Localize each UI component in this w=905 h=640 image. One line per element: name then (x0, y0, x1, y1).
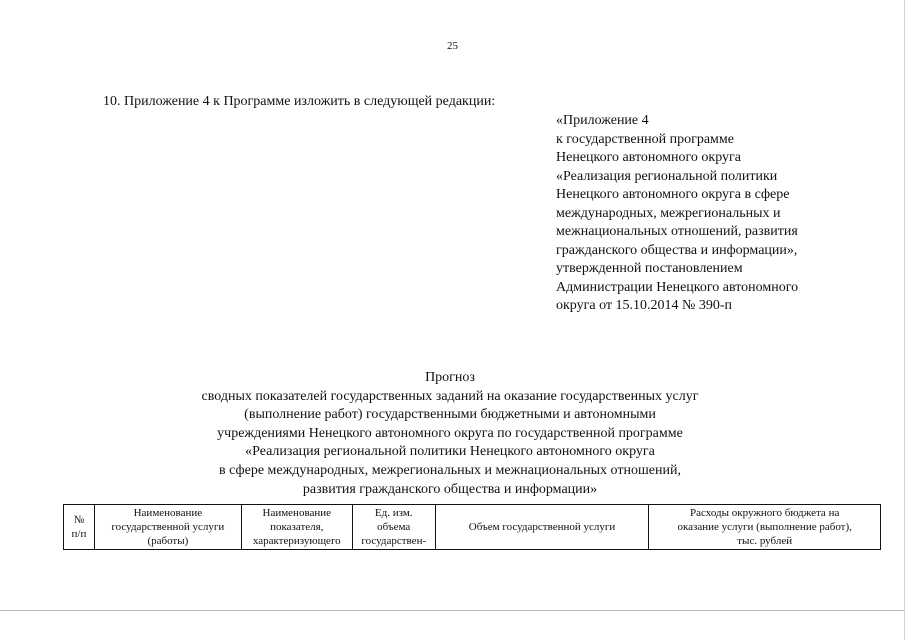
item-10-paragraph: 10. Приложение 4 к Программе изложить в следующей редакции: (103, 94, 496, 109)
approval-line: Ненецкого автономного округа в сфере (556, 187, 790, 202)
header-unit: Ед. изм. объема государствен- (352, 505, 435, 550)
appendix-approval-block (556, 112, 798, 316)
approval-line: утвержденной постановлением (556, 261, 743, 276)
forecast-title (120, 369, 780, 499)
approval-line: округа от 15.10.2014 № 390-п (556, 298, 733, 313)
forecast-table (63, 504, 881, 550)
approval-line: гражданского общества и информации», (556, 242, 798, 258)
header-number: № п/п (64, 505, 95, 550)
approval-line: «Приложение 4 (556, 113, 649, 128)
approval-line: «Реализация региональной политики (556, 168, 778, 184)
approval-line: Ненецкого автономного округа (556, 150, 741, 165)
header-service-name: Наименование государственной услуги (работы) (94, 505, 241, 550)
scan-edge-line (0, 610, 905, 611)
header-budget-expenses: Расходы окружного бюджета на оказание услуги (выполнение работ), тыс. рублей (649, 505, 881, 550)
header-service-volume: Объем государственной услуги (435, 505, 649, 550)
header-indicator-name: Наименование показателя, характеризующего (241, 505, 352, 550)
title-line: учреждениями Ненецкого автономного округа по государственной программе (217, 425, 683, 441)
title-line: «Реализация региональной политики Ненецкого автономного округа (245, 444, 655, 460)
title-line: в сфере международных, межрегиональных и межнациональных отношений, (219, 462, 681, 478)
title-line: (выполнение работ) государственными бюджетными и автономными (244, 407, 656, 423)
page-number: 25 (447, 40, 458, 52)
table-header-row (64, 505, 881, 550)
title-line: развития гражданского общества и информации» (302, 481, 598, 497)
approval-line: Администрации Ненецкого автономного (556, 279, 799, 295)
approval-line: международных, межрегиональных и (556, 205, 781, 221)
title-line: Прогноз (425, 370, 475, 385)
approval-line: межнациональных отношений, развития (556, 224, 798, 239)
approval-line: к государственной программе (556, 131, 734, 147)
title-line: сводных показателей государственных заданий на оказание государственных услуг (201, 388, 699, 404)
